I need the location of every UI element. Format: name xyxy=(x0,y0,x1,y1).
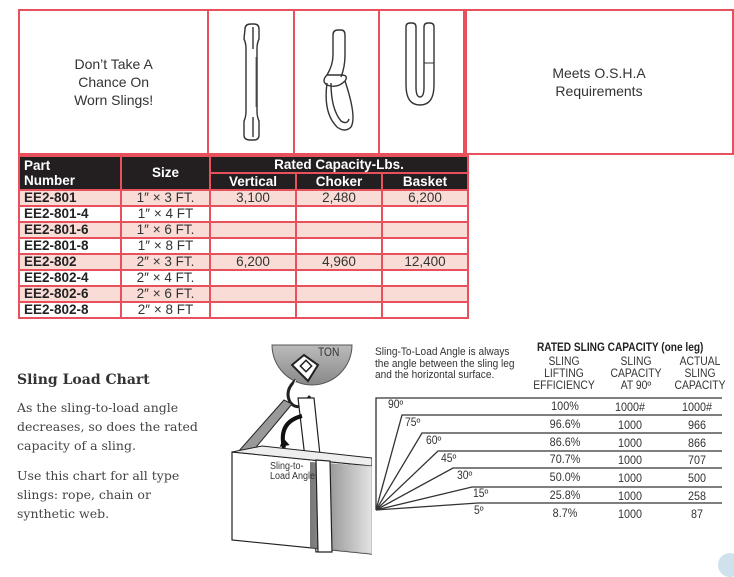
angle-label-line: Sling-to- xyxy=(270,461,304,472)
part-number: EE2-801-8 xyxy=(19,238,121,254)
basket-capacity: 6,200 xyxy=(382,190,468,206)
choker-header: Choker xyxy=(296,173,382,190)
actual-capacity-value: 866 xyxy=(687,436,707,450)
capacity-at-90-value: 1000# xyxy=(614,400,646,414)
part-number: EE2-802-8 xyxy=(19,302,121,318)
col-header-line: EFFICIENCY xyxy=(533,380,595,392)
efficiency-value: 8.7% xyxy=(552,506,578,520)
choker-capacity: 2,480 xyxy=(296,190,382,206)
size-header: Size xyxy=(121,156,210,190)
part-number: EE2-801-6 xyxy=(19,222,121,238)
size: 1″ × 3 FT. xyxy=(121,190,210,206)
part-number: EE2-802-4 xyxy=(19,270,121,286)
size: 1″ × 6 FT. xyxy=(121,222,210,238)
actual-capacity-value: 1000# xyxy=(681,400,713,414)
actual-capacity-value: 258 xyxy=(687,489,707,503)
angle-label-line: Load Angle xyxy=(270,471,316,482)
tagline-line: Chance On xyxy=(78,74,150,90)
angle-label: 15º xyxy=(473,488,489,500)
choker-capacity: 4,960 xyxy=(296,254,382,270)
size: 2″ × 8 FT xyxy=(121,302,210,318)
efficiency-value: 86.6% xyxy=(549,435,581,449)
vertical-capacity: 3,100 xyxy=(210,190,296,206)
col-header-line: LIFTING xyxy=(544,368,584,380)
capacity-at-90-value: 1000 xyxy=(617,489,643,503)
sling-chart-paragraph: Use this chart for all type slings: rope, chain or synthetic web. xyxy=(17,468,180,521)
basket-header: Basket xyxy=(382,173,468,190)
capacity-at-90-value: 1000 xyxy=(617,453,643,467)
note-line: the angle between the sling leg xyxy=(375,357,515,370)
col-header-line: SLING xyxy=(620,356,652,368)
part-number: EE2-802-6 xyxy=(19,286,121,302)
col-header-line: SLING xyxy=(684,368,716,380)
part-number: EE2-802 xyxy=(19,254,121,270)
osha-line: Requirements xyxy=(555,83,643,99)
efficiency-value: 25.8% xyxy=(549,488,581,502)
col-header-line: ACTUAL xyxy=(679,356,721,368)
angle-label: 30º xyxy=(457,470,473,482)
size: 1″ × 8 FT xyxy=(121,238,210,254)
tagline-line: Worn Slings! xyxy=(74,92,154,108)
part-header-line: Part xyxy=(24,158,51,173)
actual-capacity-value: 500 xyxy=(687,471,707,485)
angle-label: 90º xyxy=(388,399,404,411)
capacity-at-90-value: 1000 xyxy=(617,436,643,450)
efficiency-value: 70.7% xyxy=(549,452,581,466)
capacity-at-90-value: 1000 xyxy=(617,507,643,521)
note-line: and the horizontal surface. xyxy=(375,369,495,381)
part-number: EE2-801-4 xyxy=(19,206,121,222)
size: 2″ × 3 FT. xyxy=(121,254,210,270)
sling-chart-paragraph: As the sling-to-load angle decreases, so does the rated capacity of a sling. xyxy=(17,400,198,453)
osha-line: Meets O.S.H.A xyxy=(552,65,646,81)
actual-capacity-value: 707 xyxy=(687,453,707,467)
rated-sling-capacity-title: RATED SLING CAPACITY (one leg) xyxy=(537,342,704,354)
angle-label: 75º xyxy=(405,417,421,429)
note-line: Sling-To-Load Angle is always xyxy=(375,346,510,358)
col-header-line: CAPACITY xyxy=(674,380,726,392)
efficiency-value: 96.6% xyxy=(549,417,581,431)
col-header-line: AT 90º xyxy=(620,380,652,392)
size: 1″ × 4 FT xyxy=(121,206,210,222)
efficiency-value: 100% xyxy=(551,399,579,413)
actual-capacity-value: 966 xyxy=(687,418,707,432)
part-header-line: Number xyxy=(24,173,76,188)
page-corner-decoration xyxy=(718,553,734,577)
capacity-at-90-value: 1000 xyxy=(617,471,643,485)
vertical-capacity: 6,200 xyxy=(210,254,296,270)
angle-label: 60º xyxy=(426,435,442,447)
size: 2″ × 6 FT. xyxy=(121,286,210,302)
col-header-line: SLING xyxy=(548,356,580,368)
size: 2″ × 4 FT. xyxy=(121,270,210,286)
basket-capacity: 12,400 xyxy=(382,254,468,270)
efficiency-value: 50.0% xyxy=(549,470,581,484)
vertical-header: Vertical xyxy=(210,173,296,190)
tagline-line: Don’t Take A xyxy=(74,56,153,72)
actual-capacity-value: 87 xyxy=(690,507,704,521)
sling-load-chart-title: Sling Load Chart xyxy=(17,372,150,388)
angle-label: 45º xyxy=(441,453,457,465)
rated-capacity-header: Rated Capacity-Lbs. xyxy=(210,156,468,173)
part-number: EE2-801 xyxy=(19,190,121,206)
angle-label: 5º xyxy=(474,505,484,517)
capacity-at-90-value: 1000 xyxy=(617,418,643,432)
ton-label: TON xyxy=(318,345,340,359)
col-header-line: CAPACITY xyxy=(610,368,662,380)
